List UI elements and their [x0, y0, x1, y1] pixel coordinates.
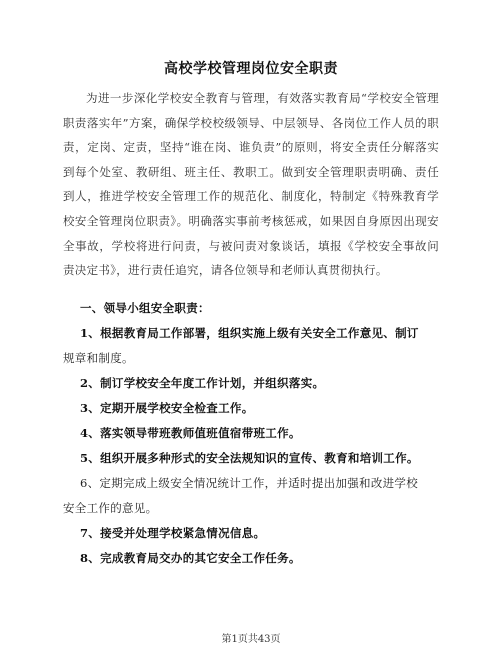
list-item-3: 3、定期开展学校安全检查工作。	[80, 401, 254, 415]
list-item-2: 2、制订学校安全年度工作计划，并组织落实。	[80, 376, 325, 390]
section-heading: 一、领导小组安全职责：	[80, 301, 210, 315]
list-item-5: 5、组织开展多种形式的安全法规知识的宣传、教育和培训工作。	[80, 451, 419, 465]
list-item-1-line-1: 1、根据教育局工作部署，组织实施上级有关安全工作意见、制订	[80, 326, 419, 340]
page-number-footer: 第1页共43页	[221, 634, 281, 645]
document-title: 高校学校管理岗位安全职责	[164, 61, 338, 77]
list-item-6-line-2: 安全工作的意见。	[63, 501, 158, 515]
list-item-1-line-2: 规章和制度。	[63, 351, 134, 365]
intro-paragraph: 为进一步深化学校安全教育与管理，有效落实教育局“学校安全管理职责落实年”方案，确保学校校级领导、中层领导、各岗位工作人员的职责，定岗、定责，坚持“谁在岗、谁负责”的原则，将安全责任分解落实到每个处室、教研组、班主任、教职工。做到安全管理职责明确、责任到人，推进学校安全管理工作的规范化、制度化，特制定《特殊教育学校安全管理岗位职责》。明确落实事前考核惩戒，如果因自身原因出现安全事故，学校将进行问责，与被问责对象谈话，填报《学校安全事故问责决定书》，进行责任追究，请各位领导和老师认真贯彻执行。	[63, 91, 439, 278]
list-item-8: 8、完成教育局交办的其它安全工作任务。	[80, 551, 301, 565]
list-item-4: 4、落实领导带班教师值班值宿带班工作。	[80, 426, 301, 440]
list-item-7: 7、接受并处理学校紧急情况信息。	[80, 526, 266, 540]
list-item-6-line-1: 6、定期完成上级安全情况统计工作，并适时提出加强和改进学校	[80, 476, 419, 490]
